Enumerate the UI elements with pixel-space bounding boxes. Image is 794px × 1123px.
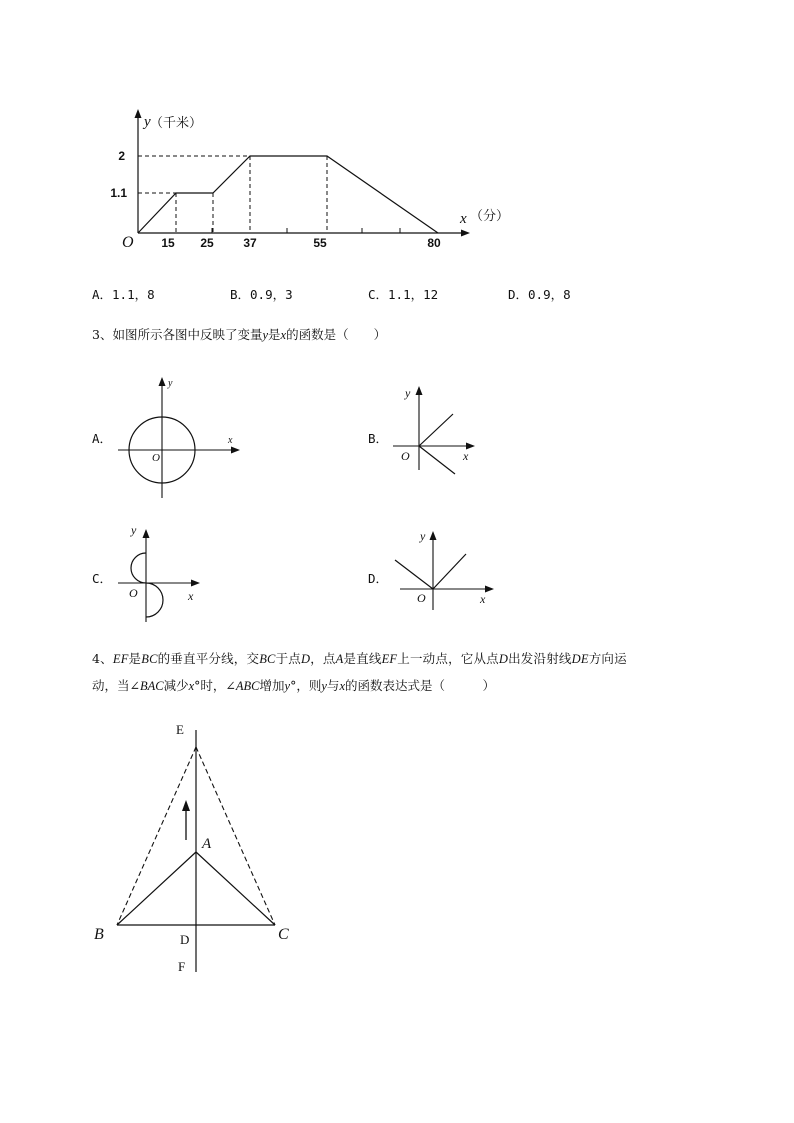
q4-label-a: A <box>202 836 212 852</box>
q2-y-label-var: y <box>144 114 151 130</box>
q4-label-e: E <box>176 722 184 737</box>
q3a-y-arrow-icon <box>159 377 166 386</box>
q3c-y-arrow-icon <box>143 529 150 538</box>
q3a-x-arrow-icon <box>231 447 240 454</box>
q3d-x-arrow-icon <box>485 586 494 593</box>
q2-option-d: D．0.9，8 <box>508 287 571 302</box>
q4-l1-p15: DE <box>571 652 589 666</box>
q2-x-arrow-icon <box>461 230 470 237</box>
q3-option-c-label: C． <box>92 571 113 586</box>
q4-label-d: D <box>180 932 190 947</box>
q4-l2-p12: 的函数表达式是（ ） <box>345 678 496 693</box>
q3d-y-label: y <box>420 529 426 543</box>
q3a-y-label: y <box>168 378 173 389</box>
q3d-x-label: x <box>480 592 486 606</box>
q4-l1-p9: A <box>335 652 344 666</box>
q4-l1-p3: BC <box>141 652 158 666</box>
q2-option-c: C．1.1，12 <box>368 287 439 302</box>
q4-l2-p4: °时，∠ <box>194 678 236 693</box>
q4-l2-p7: y <box>284 679 291 693</box>
q4-l1-p6: 于点 <box>275 651 301 666</box>
q4-l2-p2: 减少 <box>163 678 189 693</box>
q3c-y-label: y <box>131 523 137 537</box>
q2-x-tick-37: 37 <box>243 236 257 250</box>
q3c-lower-semicircle <box>146 583 163 617</box>
q3-graph-b <box>385 380 485 480</box>
q4-l1-p10: 是直线 <box>343 651 382 666</box>
q3c-x-arrow-icon <box>191 580 200 587</box>
q3c-origin: O <box>129 586 138 600</box>
q2-option-b: B．0.9，3 <box>230 287 293 302</box>
q4-l2-p11: x <box>339 679 345 693</box>
q4-l2-p3: x <box>188 679 195 693</box>
q4-label-b: B <box>94 926 104 943</box>
q3-option-d-label: D． <box>368 571 389 586</box>
q3-stem-end: 的函数是（ ） <box>286 327 387 342</box>
q4-l2-p9: y <box>321 679 327 693</box>
q2-origin: O <box>122 234 134 251</box>
q4-label-f: F <box>178 959 186 974</box>
q3-graph-c <box>112 520 212 625</box>
q4-l1-p7: D <box>301 652 311 666</box>
q4-label-c: C <box>278 926 289 943</box>
q3-graph-a <box>112 370 247 505</box>
q4-up-arrow-icon <box>182 800 190 811</box>
q4-stem-line2 <box>92 676 495 694</box>
q2-x-tick-15: 15 <box>161 236 175 250</box>
q3b-x-label: x <box>463 449 469 463</box>
q3-graph-d <box>390 520 500 615</box>
q3b-y-label: y <box>405 386 411 400</box>
q4-l2-p6: 增加 <box>259 678 285 693</box>
q2-y-arrow-icon <box>135 109 142 118</box>
q4-l2-p5: ABC <box>235 679 260 693</box>
q4-l2-p1: BAC <box>139 679 164 693</box>
q2-x-tick-80: 80 <box>427 236 441 250</box>
q2-graph-line <box>138 156 438 233</box>
q3-stem-x: x <box>280 328 287 342</box>
q3-stem-mid: 是 <box>268 327 281 342</box>
q3a-origin: O <box>152 452 160 464</box>
q4-l1-p4: 的垂直平分线，交 <box>157 651 260 666</box>
q2-y-label-unit: （千米） <box>150 116 203 131</box>
q3-option-a-label: A． <box>92 431 113 446</box>
q4-l1-p1: EF <box>112 652 129 666</box>
q2-x-tick-55: 55 <box>313 236 327 250</box>
q4-l1-p0: 4、 <box>92 651 113 666</box>
q3b-origin: O <box>401 449 410 463</box>
q3c-x-label: x <box>188 589 194 603</box>
q4-l1-p5: BC <box>259 652 276 666</box>
q3d-y-arrow-icon <box>430 531 437 540</box>
q3-option-b-label: B． <box>368 431 389 446</box>
q4-l1-p12: 上一动点，它从点 <box>397 651 499 666</box>
q3-stem-start: 3、如图所示各图中反映了变量 <box>92 327 263 342</box>
q3-stem <box>92 325 386 343</box>
q2-option-a: A．1.1，8 <box>92 287 155 302</box>
q3-stem-y: y <box>262 328 269 342</box>
q4-l2-p8: °，则 <box>290 678 322 693</box>
q3d-origin: O <box>417 591 426 605</box>
q4-l1-p14: 出发沿射线 <box>508 651 572 666</box>
q3a-x-label: x <box>228 435 233 446</box>
q4-l1-p2: 是 <box>128 651 142 666</box>
q4-l1-p8: ，点 <box>310 651 336 666</box>
q2-x-label-unit: （分） <box>470 209 510 224</box>
q4-stem-line1 <box>92 649 627 667</box>
q3c-upper-semicircle <box>131 553 146 583</box>
q2-y-tick-2: 2 <box>118 149 125 163</box>
q3b-y-arrow-icon <box>416 386 423 395</box>
q4-l1-p11: EF <box>381 652 398 666</box>
q2-graph <box>100 105 540 255</box>
q4-l2-p10: 与 <box>326 678 340 693</box>
q4-l2-p0: 动，当∠ <box>92 678 140 693</box>
q4-l1-p13: D <box>498 652 509 666</box>
q4-figure <box>85 715 315 980</box>
q4-l1-p16: 方向运 <box>588 651 627 666</box>
q2-y-tick-1-1: 1.1 <box>110 186 127 200</box>
q2-x-tick-25: 25 <box>200 236 214 250</box>
q2-x-label-var: x <box>460 211 467 227</box>
